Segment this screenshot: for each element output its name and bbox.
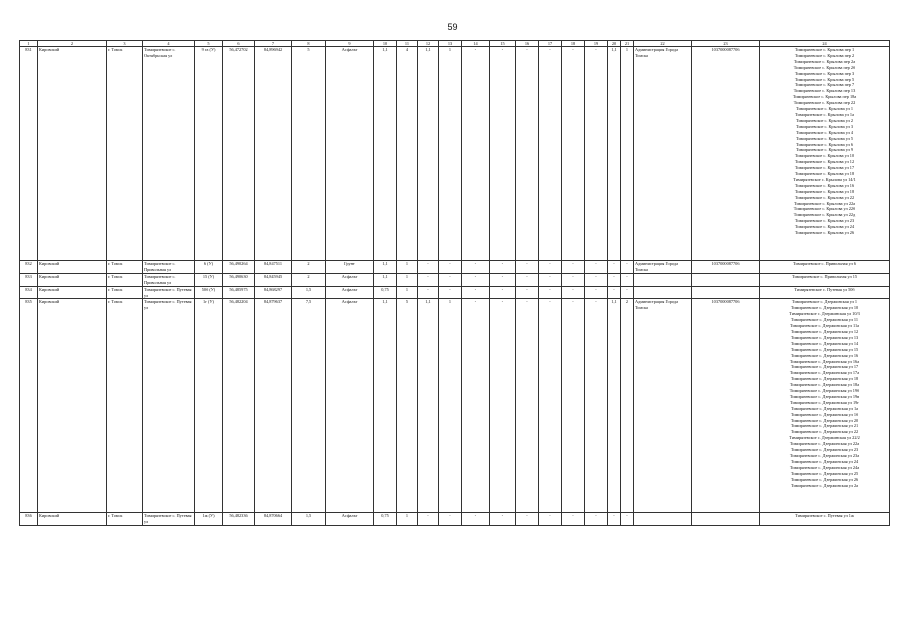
- table-cell: 1037000087706: [692, 47, 760, 261]
- table-cell: -: [539, 47, 562, 261]
- table-cell: -: [621, 513, 634, 526]
- table-cell: 1,1: [418, 47, 439, 261]
- address-line: Тимирязевское с. Дзержинская ул 20: [790, 417, 859, 423]
- table-cell: -: [516, 261, 539, 274]
- table-cell: Грунт: [326, 261, 374, 274]
- table-cell: Асфальт: [326, 299, 374, 513]
- address-line: Тимирязевское с. Крылова ул 6: [795, 141, 854, 147]
- table-cell: [692, 513, 760, 526]
- col-header: 12: [418, 41, 439, 47]
- table-cell: 84,870664: [255, 513, 292, 526]
- table-cell: 56,482204: [223, 299, 255, 513]
- table-cell: 5: [397, 299, 418, 513]
- address-line: Тимирязевское с. Крылова ул 22б: [793, 206, 856, 212]
- table-cell: 1ж (У): [195, 513, 223, 526]
- addresses-cell: [760, 299, 890, 513]
- table-cell: -: [562, 299, 585, 513]
- address-line: Тимирязевское с. Дзержинская ул 25: [790, 470, 859, 476]
- address-line: Тимирязевское с. Крылова пер 5: [794, 76, 855, 82]
- table-cell: 1: [397, 286, 418, 299]
- table-cell: -: [516, 47, 539, 261]
- address-line: Тимирязевское с. Крылова ул 16: [794, 182, 855, 188]
- table-cell: -: [585, 273, 608, 286]
- table-cell: 0,75: [374, 286, 397, 299]
- table-cell: -: [608, 286, 621, 299]
- table-cell: 1037000087706: [692, 261, 760, 274]
- address-line: Тимирязевское с. Дзержинская ул 19г: [789, 399, 860, 405]
- address-line: Тимирязевское с. Дзержинская ул 19в: [789, 393, 860, 399]
- table-cell: 6 (У): [195, 261, 223, 274]
- table-cell: -: [418, 513, 439, 526]
- table-cell: -: [539, 261, 562, 274]
- table-body: [20, 47, 890, 526]
- table-cell: -: [539, 513, 562, 526]
- table-cell: -: [608, 513, 621, 526]
- table-cell: -: [516, 299, 539, 513]
- table-cell: -: [490, 286, 516, 299]
- table-cell: Кировский: [38, 286, 107, 299]
- address-line: Тимирязевское с. Дзержинская ул 11а: [789, 323, 860, 329]
- table-cell: -: [418, 273, 439, 286]
- table-cell: -: [418, 261, 439, 274]
- address-line: Тимирязевское с. Дзержинская ул 24а: [789, 464, 860, 470]
- table-cell: Тимирязевское с. Путевая ул: [143, 299, 195, 513]
- table-cell: 7,5: [292, 299, 326, 513]
- table-cell: Кировский: [38, 299, 107, 513]
- address-line: Тимирязевское с. Путевая ул 50б: [794, 286, 855, 292]
- table-cell: 836: [20, 513, 38, 526]
- table-cell: г. Томск: [107, 513, 143, 526]
- table-cell: Тимирязевское с. Путевая ул: [143, 513, 195, 526]
- table-cell: 834: [20, 286, 38, 299]
- table-cell: [634, 513, 692, 526]
- table-cell: [692, 273, 760, 286]
- address-line: Тимирязевское с. Крылова пер 1: [794, 47, 855, 52]
- col-header: 4: [143, 41, 195, 47]
- address-line: Тимирязевское с. Дзержинская ул 22а: [789, 441, 860, 447]
- table-cell: 56,490264: [223, 261, 255, 274]
- table-cell: 1: [397, 273, 418, 286]
- table-cell: Администрация Города Томска: [634, 299, 692, 513]
- table-row: [20, 513, 890, 526]
- address-line: Тимирязевское с. Дзержинская ул 26: [790, 476, 859, 482]
- table-cell: 56,482336: [223, 513, 255, 526]
- address-line: Тимирязевское с. Дзержинская ул 17: [790, 364, 859, 370]
- table-cell: 1,1: [418, 299, 439, 513]
- table-cell: 1,1: [374, 47, 397, 261]
- table-cell: Асфальт: [326, 286, 374, 299]
- address-line: Тимирязевское с. Привольная ул 6: [793, 261, 856, 266]
- col-header: 7: [255, 41, 292, 47]
- address-line: Тимирязевское с. Дзержинская ул 18а: [789, 382, 860, 388]
- table-cell: Администрация Города Томска: [634, 261, 692, 274]
- table-cell: -: [462, 513, 490, 526]
- col-header: 3: [107, 41, 143, 47]
- table-cell: [634, 273, 692, 286]
- address-line: Тимирязевское с. Крылова ул 12: [794, 159, 855, 165]
- table-cell: -: [621, 286, 634, 299]
- table-cell: -: [462, 47, 490, 261]
- table-cell: г. Томск: [107, 299, 143, 513]
- address-line: Тимирязевское с. Дзержинская ул 11: [790, 317, 859, 323]
- table-cell: 2: [292, 261, 326, 274]
- address-line: Тимирязевское с. Крылова ул 4: [795, 129, 854, 135]
- address-line: Тимирязевское с. Дзержинская ул 18: [790, 376, 859, 382]
- table-cell: 833: [20, 273, 38, 286]
- address-line: Тимирязевское с. Крылова ул 18: [794, 188, 855, 194]
- table-cell: 84,845945: [255, 273, 292, 286]
- table-cell: -: [562, 261, 585, 274]
- table-cell: г. Томск: [107, 286, 143, 299]
- col-header: 8: [292, 41, 326, 47]
- table-cell: -: [539, 286, 562, 299]
- table-cell: -: [562, 273, 585, 286]
- col-header: 17: [539, 41, 562, 47]
- table-cell: 835: [20, 299, 38, 513]
- table-cell: Асфальт: [326, 513, 374, 526]
- address-line: Тимирязевское с. Крылова пер 22: [793, 100, 856, 106]
- page-number: 59: [447, 22, 458, 32]
- col-header: 23: [692, 41, 760, 47]
- table-cell: -: [490, 299, 516, 513]
- table-cell: -: [585, 286, 608, 299]
- table-row: [20, 299, 890, 513]
- col-header: 19: [585, 41, 608, 47]
- address-line: Тимирязевское с. Путевая ул 1ж: [795, 513, 854, 519]
- address-line: Тимирязевское с. Дзержинская ул 17а: [789, 370, 860, 376]
- table-cell: 1: [397, 513, 418, 526]
- address-line: Тимирязевское с. Крылова пер 7: [794, 82, 855, 88]
- table-cell: 1,1: [374, 273, 397, 286]
- address-line: Тимирязевское с. Крылова пер 18а: [792, 94, 857, 100]
- address-line: Тимирязевское с. Дзержинская ул 10: [790, 305, 859, 311]
- table-cell: -: [516, 273, 539, 286]
- address-line: Тимирязевское с. Дзержинская ул 14: [790, 340, 859, 346]
- address-line: Тимирязевское с. Привольная ул 15: [791, 273, 858, 279]
- table-cell: -: [585, 513, 608, 526]
- col-header: 10: [374, 41, 397, 47]
- address-line: Тимирязевское с. Крылова ул 22а: [793, 200, 856, 206]
- col-header: 16: [516, 41, 539, 47]
- table-row: [20, 273, 890, 286]
- address-line: Тимирязевское с. Дзержинская ул 15: [790, 346, 859, 352]
- table-cell: -: [562, 47, 585, 261]
- address-line: Тимирязевское с. Крылова пер 2: [794, 52, 855, 58]
- address-line: Тимирязевское с. Дзержинская ул 23а: [789, 453, 860, 458]
- table-cell: -: [585, 299, 608, 513]
- table-cell: -: [621, 273, 634, 286]
- table-cell: Тимирязевское с. Путевая ул: [143, 286, 195, 299]
- address-line: Тимирязевское с. Крылова пер 3: [794, 70, 855, 76]
- table-cell: 1,5: [292, 513, 326, 526]
- address-line: Тимирязевское с. Крылова ул 17: [794, 165, 855, 171]
- table-cell: 50б (У): [195, 286, 223, 299]
- table-cell: -: [439, 286, 462, 299]
- table-cell: 56,485975: [223, 286, 255, 299]
- address-line: Тимирязевское с. Дзержинская ул 13: [790, 334, 859, 340]
- table-cell: 1,1: [374, 299, 397, 513]
- table-cell: Асфальт: [326, 47, 374, 261]
- col-header: 18: [562, 41, 585, 47]
- table-cell: -: [608, 273, 621, 286]
- table-cell: 1: [439, 47, 462, 261]
- table-cell: -: [490, 513, 516, 526]
- table-cell: 831: [20, 47, 38, 261]
- table-row: [20, 47, 890, 261]
- address-line: Тимирязевское с. Крылова ул 26: [794, 230, 855, 236]
- table-cell: -: [439, 273, 462, 286]
- address-line: Тимирязевское с. Дзержинская ул 24: [790, 458, 859, 464]
- table-cell: г. Томск: [107, 273, 143, 286]
- table-cell: [692, 286, 760, 299]
- table-cell: -: [562, 513, 585, 526]
- address-line: Тимирязевское с. Крылова ул 22д: [793, 212, 856, 218]
- address-line: Тимирязевское с. Крылова пер 13: [793, 88, 856, 94]
- table-cell: Кировский: [38, 513, 107, 526]
- table-cell: Тимирязевское с. Привольная ул: [143, 273, 195, 286]
- table-cell: Администрация Города Томска: [634, 47, 692, 261]
- address-line: Тимирязевское с. Дзержинская ул 2а: [790, 482, 859, 488]
- table-cell: 1: [397, 261, 418, 274]
- address-line: Тимирязевское с. Дзержинская ул 16а: [789, 358, 860, 364]
- address-line: Тимирязевское с. Дзержинская ул 1а: [790, 405, 859, 411]
- col-header: 15: [490, 41, 516, 47]
- address-line: Тимирязевское с. Дзержинская ул 1: [791, 299, 858, 305]
- table-cell: 1: [621, 47, 634, 261]
- table-cell: -: [490, 261, 516, 274]
- table-cell: -: [462, 286, 490, 299]
- table-row: [20, 286, 890, 299]
- table-cell: г. Томск: [107, 261, 143, 274]
- address-line: Тимирязевское с. Крылова ул 1а: [795, 111, 854, 117]
- address-line: Тимирязевское с. Крылова пер 2б: [793, 64, 856, 70]
- table-cell: -: [539, 299, 562, 513]
- col-header: 6: [223, 41, 255, 47]
- table-cell: 4: [397, 47, 418, 261]
- table-cell: г. Томск: [107, 47, 143, 261]
- address-line: Тимирязевское с. Дзержинская ул 1б: [790, 411, 859, 417]
- table-cell: -: [439, 513, 462, 526]
- table-cell: 84,868297: [255, 286, 292, 299]
- table-cell: -: [539, 273, 562, 286]
- table-cell: 2: [621, 299, 634, 513]
- table-cell: 15 (У): [195, 273, 223, 286]
- table-cell: 84,847511: [255, 261, 292, 274]
- table-cell: 5: [292, 47, 326, 261]
- table-cell: -: [585, 47, 608, 261]
- table-cell: [634, 286, 692, 299]
- table-cell: 1037000087706: [692, 299, 760, 513]
- address-line: Тимирязевское с. Крылова ул 2: [795, 117, 854, 123]
- table-cell: Тимирязевское с. Октябрьская ул: [143, 47, 195, 261]
- address-line: Тимирязевское с. Крылова ул 10: [794, 153, 855, 159]
- table-cell: 56,490630: [223, 273, 255, 286]
- col-header: 24: [760, 41, 890, 47]
- table-cell: 1г (У): [195, 299, 223, 513]
- address-line: Тимирязевское с. Дзержинская ул 10/3: [789, 311, 860, 317]
- table-cell: 84,896942: [255, 47, 292, 261]
- table-cell: Кировский: [38, 47, 107, 261]
- col-header: 9: [326, 41, 374, 47]
- table-cell: 9 га (У): [195, 47, 223, 261]
- table-cell: 1,1: [374, 261, 397, 274]
- address-line: Тимирязевское с. Дзержинская ул 12: [790, 328, 859, 334]
- address-line: Тимирязевское с. Дзержинская ул 19б: [789, 388, 860, 394]
- table-cell: -: [562, 286, 585, 299]
- address-line: Тимирязевское с. Крылова ул 22: [794, 194, 855, 200]
- table-row: [20, 261, 890, 274]
- addresses-cell: [760, 273, 890, 286]
- table-cell: -: [462, 273, 490, 286]
- registry-table: [19, 40, 890, 526]
- col-header: 1: [20, 41, 38, 47]
- table-cell: -: [621, 261, 634, 274]
- address-line: Тимирязевское с. Крылова ул 9: [795, 147, 854, 153]
- table-cell: -: [585, 261, 608, 274]
- col-header: 5: [195, 41, 223, 47]
- addresses-cell: [760, 513, 890, 526]
- table-cell: -: [418, 286, 439, 299]
- table-cell: -: [490, 273, 516, 286]
- table-cell: -: [516, 286, 539, 299]
- address-line: Тимирязевское с. Крылова ул 24: [794, 224, 855, 230]
- table-cell: -: [608, 261, 621, 274]
- col-header: 14: [462, 41, 490, 47]
- col-header: 21: [621, 41, 634, 47]
- address-line: Тимирязевское с. Дзержинская ул 16: [790, 352, 859, 358]
- table-cell: 0,75: [374, 513, 397, 526]
- table-cell: -: [439, 261, 462, 274]
- address-line: Тимирязевское с. Дзержинская ул 21: [790, 423, 859, 429]
- col-header: 22: [634, 41, 692, 47]
- address-line: Тимирязевское с. Крылова ул 5: [795, 135, 854, 141]
- address-line: Тимирязевское с. Дзержинская ул 22/2: [789, 435, 860, 441]
- table-cell: 1,5: [292, 286, 326, 299]
- addresses-cell: [760, 286, 890, 299]
- table-cell: Тимирязевское с. Привольная ул: [143, 261, 195, 274]
- table-cell: Кировский: [38, 273, 107, 286]
- table-cell: 2: [292, 273, 326, 286]
- col-header: 11: [397, 41, 418, 47]
- address-line: Тимирязевское с. Крылова ул 23: [794, 218, 855, 224]
- table-cell: 832: [20, 261, 38, 274]
- table-cell: 84,879637: [255, 299, 292, 513]
- col-header: 2: [38, 41, 107, 47]
- table-cell: 56,472702: [223, 47, 255, 261]
- address-line: Тимирязевское с. Крылова ул 3: [795, 123, 854, 129]
- table-cell: -: [462, 299, 490, 513]
- table-cell: Асфальт: [326, 273, 374, 286]
- table-cell: 1,1: [608, 47, 621, 261]
- col-header: 20: [608, 41, 621, 47]
- addresses-cell: [760, 261, 890, 274]
- address-line: Тимирязевское с. Крылова пер 2а: [793, 58, 856, 64]
- table-cell: -: [490, 47, 516, 261]
- addresses-cell: [760, 47, 890, 261]
- address-line: Тимирязевское с. Крылова ул 1: [795, 106, 854, 112]
- table-cell: 1: [439, 299, 462, 513]
- address-line: Тимирязевское с. Крылова ул 18: [794, 171, 855, 177]
- table-cell: -: [516, 513, 539, 526]
- table-cell: Кировский: [38, 261, 107, 274]
- table-cell: 1,1: [608, 299, 621, 513]
- address-line: Тимирязевское с. Дзержинская ул 22: [790, 429, 859, 435]
- address-line: Тимирязевское с. Дзержинская ул 23: [790, 447, 859, 453]
- table-cell: -: [462, 261, 490, 274]
- address-line: Тимирязевское с. Крылова ул 14/1: [793, 176, 856, 182]
- col-header: 13: [439, 41, 462, 47]
